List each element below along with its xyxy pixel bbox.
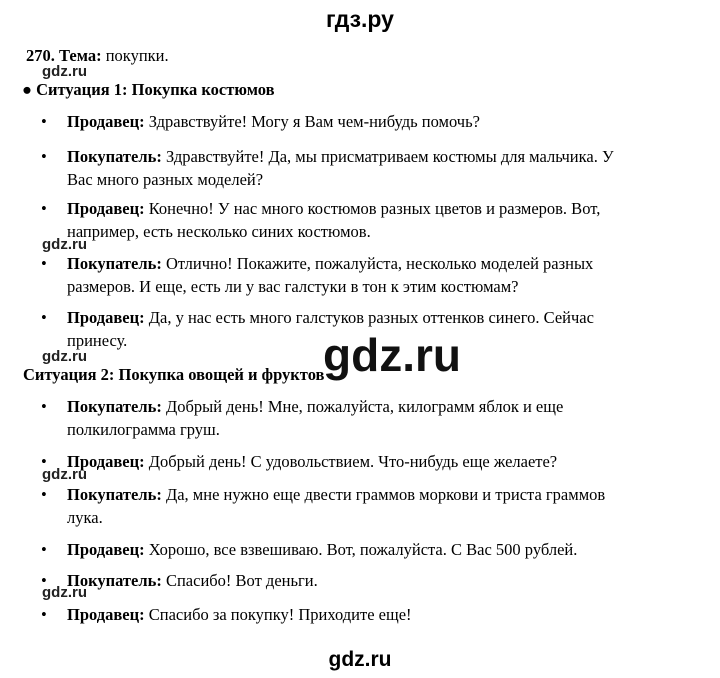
speaker-label: Продавец: [67, 452, 145, 471]
heading-marker: ● [22, 80, 32, 99]
situation-1-heading [22, 78, 275, 101]
speaker-label: Покупатель: [67, 571, 162, 590]
dialog-line [67, 450, 627, 473]
task-topic: покупки. [105, 46, 169, 65]
watermark: gdz.ru [42, 466, 87, 483]
line-text-cont: размеров. И еще, есть ли у вас галстуки в тон к этим костюмам? [67, 277, 519, 296]
bullet: • [41, 397, 47, 416]
line-text-cont: полкилограмма груш. [67, 420, 220, 439]
task-number: 270. Тема: [26, 46, 102, 65]
speaker-label: Продавец: [67, 112, 145, 131]
bullet: • [41, 452, 47, 471]
line-text-cont: лука. [67, 508, 103, 527]
bullet: • [41, 254, 47, 273]
line-text: Хорошо, все взвешиваю. Вот, пожалуйста. С Вас 500 рублей. [148, 540, 578, 559]
situation-2-heading: Ситуация 2: Покупка овощей и фруктов [23, 365, 325, 384]
watermark-large: gdz.ru [323, 329, 461, 381]
speaker-label: Покупатель: [67, 485, 162, 504]
dialog-line [67, 538, 627, 561]
bullet: • [41, 199, 47, 218]
bullet: • [41, 147, 47, 166]
line-text: Спасибо! Вот деньги. [165, 571, 318, 590]
line-text-cont: например, есть несколько синих костюмов. [67, 222, 371, 241]
dialog-line [67, 483, 627, 529]
line-text-cont: принесу. [67, 331, 128, 350]
line-text: Отлично! Покажите, пожалуйста, несколько моделей разных [165, 254, 594, 273]
dialog-line [67, 197, 627, 243]
dialog-line [67, 252, 627, 298]
dialog-line [67, 395, 627, 441]
dialog-line [67, 145, 627, 191]
bullet: • [41, 485, 47, 504]
bullet: • [41, 540, 47, 559]
footer-logo[interactable]: gdz.ru [328, 648, 392, 671]
line-text: Конечно! У нас много костюмов разных цветов и размеров. Вот, [148, 199, 601, 218]
speaker-label: Продавец: [67, 199, 145, 218]
watermark: gdz.ru [42, 584, 87, 601]
watermark: gdz.ru [42, 63, 87, 80]
line-text: Да, у нас есть много галстуков разных оттенков синего. Сейчас [148, 308, 594, 327]
line-text: Да, мне нужно еще двести граммов моркови и триста граммов [165, 485, 606, 504]
line-text: Спасибо за покупку! Приходите еще! [148, 605, 412, 624]
line-text: Добрый день! Мне, пожалуйста, килограмм яблок и еще [165, 397, 564, 416]
site-logo[interactable]: гдз.ру [326, 6, 394, 32]
speaker-label: Продавец: [67, 540, 145, 559]
watermark: gdz.ru [42, 236, 87, 253]
dialog-line [67, 569, 627, 592]
situation-1-title: Ситуация 1: Покупка костюмов [36, 80, 275, 99]
line-text: Добрый день! С удовольствием. Что-нибудь еще желаете? [148, 452, 558, 471]
speaker-label: Покупатель: [67, 147, 162, 166]
line-text: Здравствуйте! Да, мы присматриваем костюмы для мальчика. У [165, 147, 614, 166]
speaker-label: Продавец: [67, 605, 145, 624]
bullet: • [41, 571, 47, 590]
speaker-label: Покупатель: [67, 254, 162, 273]
bullet: • [41, 605, 47, 624]
bullet: • [41, 308, 47, 327]
line-text: Здравствуйте! Могу я Вам чем-нибудь помочь? [148, 112, 480, 131]
bullet: • [41, 112, 47, 131]
watermark: gdz.ru [42, 348, 87, 365]
dialog-line [67, 110, 627, 133]
line-text-cont: Вас много разных моделей? [67, 170, 264, 189]
speaker-label: Покупатель: [67, 397, 162, 416]
dialog-line [67, 603, 627, 626]
speaker-label: Продавец: [67, 308, 145, 327]
